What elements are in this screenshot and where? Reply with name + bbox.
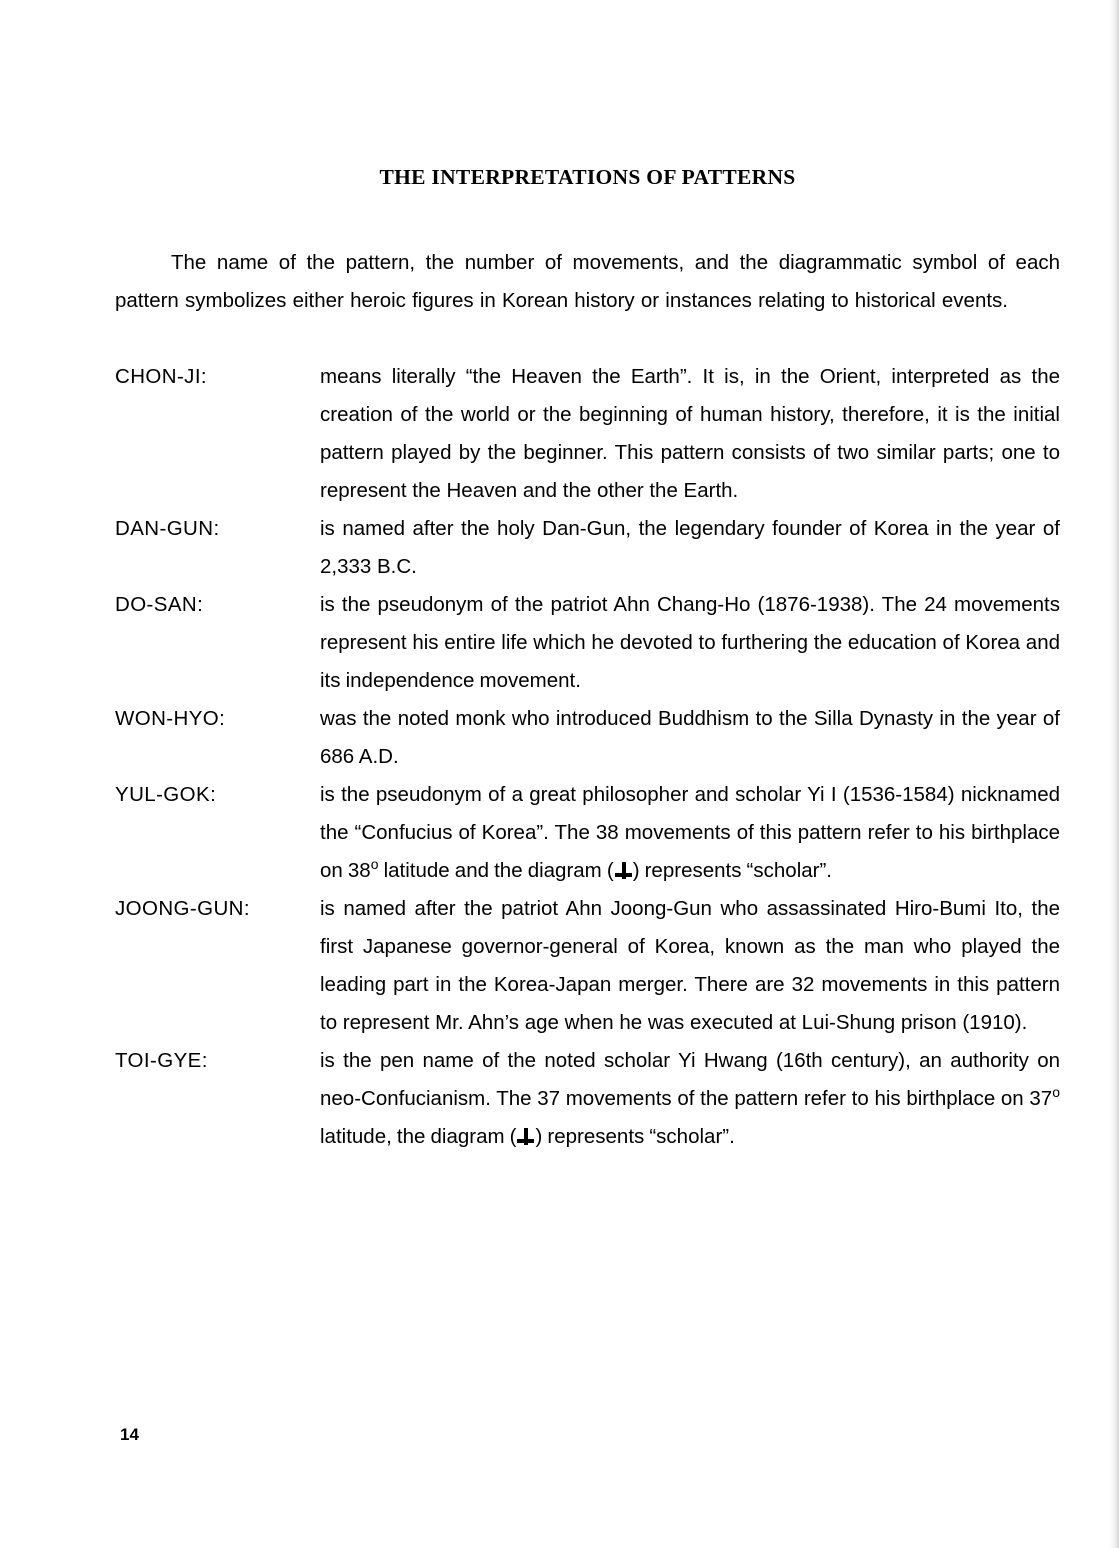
definition-text-part-1: is the pseudonym of a great philosopher and scholar Yi I (1536-1584) nicknamed the “Confucius of Korea”. The 38 movements of this pattern refer to his birthplace on 38 <box>320 783 1060 882</box>
pattern-term: JOONG-GUN: <box>115 897 250 920</box>
degree-symbol: o <box>370 856 379 873</box>
list-item <box>115 586 1060 700</box>
pattern-definition: was the noted monk who introduced Buddhism to the Silla Dynasty in the year of 686 A.D. <box>320 707 1060 768</box>
list-item <box>115 700 1060 776</box>
page-content <box>115 165 1060 1156</box>
pattern-term: WON-HYO: <box>115 707 226 730</box>
definition-text-part-3: ) represents “scholar”. <box>535 1125 735 1148</box>
pattern-term: DAN-GUN: <box>115 517 220 540</box>
definition-text-part-2: latitude and the diagram ( <box>378 859 614 882</box>
page-title: THE INTERPRETATIONS OF PATTERNS <box>379 165 796 189</box>
definition-text-part-3: ) represents “scholar”. <box>632 859 832 882</box>
scholar-diagram-icon <box>615 862 632 879</box>
intro-paragraph: The name of the pattern, the number of movements, and the diagrammatic symbol of each pattern symbolizes either heroic figures in Korean history or instances relating to historical events. <box>115 251 1060 312</box>
pattern-definition: is named after the patriot Ahn Joong-Gun who assassinated Hiro-Bumi Ito, the first Japanese governor-general of Korea, known as the man who played the leading part in the Korea-Japan merger. There are 32 movements in this pattern to represent Mr. Ahn’s age when he was executed at Lui-Shung prison (1910). <box>320 897 1060 1034</box>
pattern-definition-list <box>115 358 1060 1156</box>
pattern-term: YUL-GOK: <box>115 783 217 806</box>
degree-symbol: o <box>1052 1084 1060 1101</box>
pattern-definition: means literally “the Heaven the Earth”. It is, in the Orient, interpreted as the creation of the world or the beginning of human history, therefore, it is the initial pattern played by the beginner. This pattern consists of two similar parts; one to represent the Heaven and the other the Earth. <box>320 365 1060 502</box>
page-number: 14 <box>120 1425 139 1444</box>
pattern-definition <box>320 1042 1060 1156</box>
list-item <box>115 776 1060 890</box>
pattern-term: CHON-JI: <box>115 365 208 388</box>
pattern-term: DO-SAN: <box>115 593 204 616</box>
pattern-definition: is named after the holy Dan-Gun, the legendary founder of Korea in the year of 2,333 B.C. <box>320 517 1060 578</box>
page-edge-shadow <box>1109 0 1119 1548</box>
definition-text-part-2: latitude, the diagram ( <box>320 1125 517 1148</box>
definition-text-part-1: is the pen name of the noted scholar Yi Hwang (16th century), an authority on neo-Confucianism. The 37 movements of the pattern refer to his birthplace on 37 <box>320 1049 1060 1110</box>
list-item <box>115 358 1060 510</box>
pattern-definition: is the pseudonym of the patriot Ahn Chang-Ho (1876-1938). The 24 movements represent his entire life which he devoted to furthering the education of Korea and its independence movement. <box>320 593 1060 692</box>
pattern-definition <box>320 776 1060 890</box>
list-item <box>115 510 1060 586</box>
list-item <box>115 890 1060 1042</box>
pattern-term: TOI-GYE: <box>115 1049 208 1072</box>
scholar-diagram-icon <box>517 1128 534 1145</box>
list-item <box>115 1042 1060 1156</box>
